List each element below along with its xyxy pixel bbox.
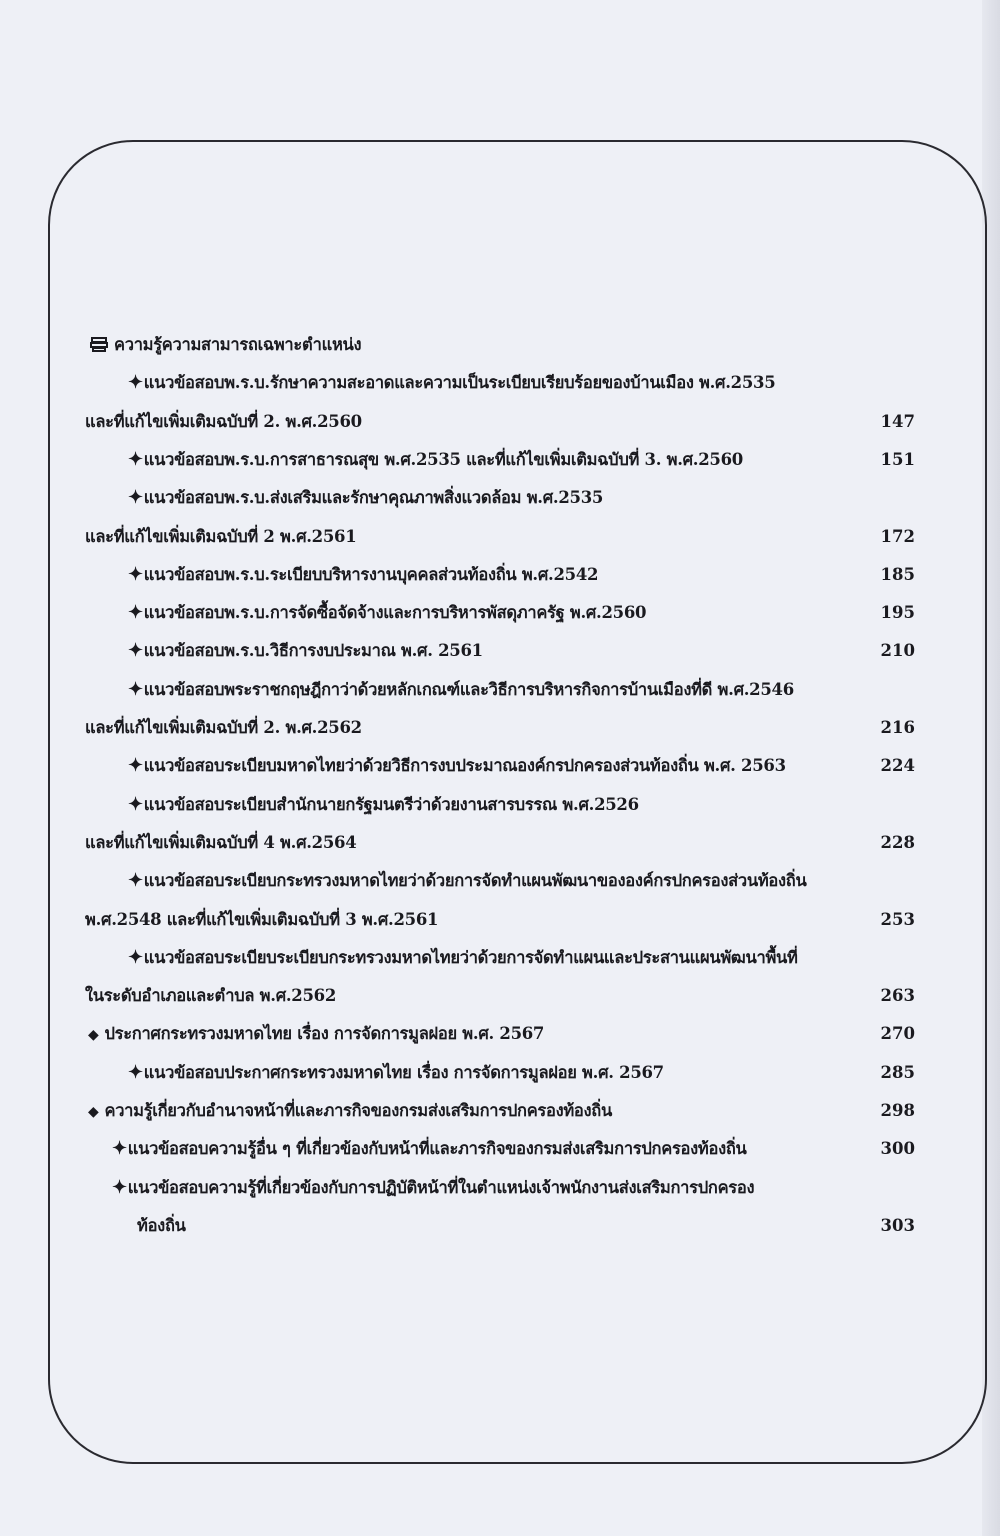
toc-entry-title: แนวข้อสอบระเบียบมหาดไทยว่าด้วยวิธีการงบประมาณองค์กรปกครองส่วนท้องถิ่น พ.ศ. 2563 [143,756,786,776]
toc-entry-title: ความรู้เกี่ยวกับอำนาจหน้าที่และภารกิจของกรมส่งเสริมการปกครองท้องถิ่น [104,1101,612,1120]
toc-entry-title: และที่แก้ไขเพิ่มเติมฉบับที่ 2 พ.ศ.2561 [85,526,357,546]
toc-entry-title: แนวข้อสอบระเบียบสำนักนายกรัฐมนตรีว่าด้วยงานสารบรรณ พ.ศ.2526 [143,794,639,814]
four-point-star-icon: ✦ [128,640,143,662]
toc-entry-title: แนวข้อสอบพ.ร.บ.การจัดซื้อจัดจ้างและการบริหารพัสดุภาครัฐ พ.ศ.2560 [143,603,647,623]
toc-page-number: 253 [880,909,915,929]
toc-entry-title: แนวข้อสอบพ.ร.บ.ส่งเสริมและรักษาคุณภาพสิ่งแวดล้อม พ.ศ.2535 [143,488,604,508]
section-heading [90,326,361,364]
toc-entry-line [85,518,356,556]
toc-page-number: 270 [880,1024,915,1044]
toc-entry-line [128,786,639,824]
toc-entry-line [112,1169,754,1207]
toc-entry-line [137,1207,186,1245]
toc-page-number: 172 [880,526,915,546]
toc-entry-title: และที่แก้ไขเพิ่มเติมฉบับที่ 2. พ.ศ.2560 [85,411,362,431]
toc-page-number: 298 [880,1101,915,1120]
toc-entry-line [85,824,356,862]
toc-page-number: 147 [880,411,915,431]
toc-entry-title: แนวข้อสอบระเบียบระเบียบกระทรวงมหาดไทยว่าด้วยการจัดทำแผนและประสานแผนพัฒนาพื้นที่ [143,947,798,967]
four-point-star-icon: ✦ [128,870,143,892]
toc-page-number: 216 [880,718,915,737]
toc-entry-title: แนวข้อสอบประกาศกระทรวงมหาดไทย เรื่อง การจัดการมูลฝอย พ.ศ. 2567 [143,1062,664,1082]
four-point-star-icon: ✦ [112,1176,127,1198]
toc-page-number: 263 [880,986,915,1006]
toc-page-number: 224 [880,756,915,776]
four-point-star-icon: ✦ [128,678,143,700]
toc-entry-line [85,977,336,1015]
toc-entry-line [112,1130,747,1168]
toc-entry-line [85,403,362,441]
toc-entry-line [128,939,798,977]
toc-entry-line [128,862,806,900]
toc-entry-line [128,594,646,632]
diamond-bullet-icon: ◆ [88,1027,99,1044]
books-icon [90,336,108,352]
toc-entry-title: แนวข้อสอบพ.ร.บ.รักษาความสะอาดและความเป็นระเบียบเรียบร้อยของบ้านเมือง พ.ศ.2535 [143,373,776,393]
toc-entry-title: ประกาศกระทรวงมหาดไทย เรื่อง การจัดการมูลฝอย พ.ศ. 2567 [104,1024,545,1044]
four-point-star-icon: ✦ [128,755,143,777]
toc-page-number: 285 [880,1062,915,1082]
toc-page-number: 228 [880,832,915,852]
toc-entry-title: แนวข้อสอบพ.ร.บ.ระเบียบบริหารงานบุคคลส่วนท้องถิ่น พ.ศ.2542 [143,564,599,584]
toc-entry-line [128,632,483,670]
toc-entry-title: แนวข้อสอบความรู้ที่เกี่ยวข้องกับการปฏิบัติหน้าที่ในตำแหน่งเจ้าพนักงานส่งเสริมการปกครอง [127,1177,755,1197]
toc-entry-title: และที่แก้ไขเพิ่มเติมฉบับที่ 2. พ.ศ.2562 [85,718,362,737]
four-point-star-icon: ✦ [112,1138,127,1160]
four-point-star-icon: ✦ [128,602,143,624]
toc-entry-title: พ.ศ.2548 และที่แก้ไขเพิ่มเติมฉบับที่ 3 พ.ศ.2561 [85,909,439,929]
toc-entry-title: และที่แก้ไขเพิ่มเติมฉบับที่ 4 พ.ศ.2564 [85,832,357,852]
toc-entry-line [128,364,775,402]
toc-entry-title: แนวข้อสอบความรู้อื่น ๆ ที่เกี่ยวข้องกับหน้าที่และภารกิจของกรมส่งเสริมการปกครองท้องถิ่น [127,1139,747,1159]
toc-entry-line [88,1092,612,1130]
four-point-star-icon: ✦ [128,1061,143,1083]
toc-entry-line [128,479,603,517]
toc-entry-line [85,709,362,747]
toc-entry-title: ท้องถิ่น [137,1215,186,1235]
four-point-star-icon: ✦ [128,372,143,394]
toc-entry-line [128,441,743,479]
toc-page-number: 151 [880,449,915,469]
toc-page-number: 195 [880,603,915,623]
four-point-star-icon: ✦ [128,793,143,815]
heading-text: ความรู้ความสามารถเฉพาะตำแหน่ง [114,335,362,354]
toc-page-number: 300 [880,1139,915,1159]
toc-page-number: 303 [880,1215,915,1235]
toc-entry-line [128,747,786,785]
toc-page-number: 210 [880,641,915,661]
toc-entry-title: แนวข้อสอบพ.ร.บ.การสาธารณสุข พ.ศ.2535 และที่แก้ไขเพิ่มเติมฉบับที่ 3. พ.ศ.2560 [143,449,743,469]
toc-entry-line [88,1015,544,1053]
four-point-star-icon: ✦ [128,563,143,585]
toc-entry-line [128,556,598,594]
four-point-star-icon: ✦ [128,448,143,470]
toc-page-number: 185 [880,564,915,584]
toc-entry-title: แนวข้อสอบพ.ร.บ.วิธีการงบประมาณ พ.ศ. 2561 [143,641,483,661]
toc-entry-line [85,901,438,939]
four-point-star-icon: ✦ [128,487,143,509]
toc-entry-line [128,1054,664,1092]
toc-entry-title: แนวข้อสอบระเบียบกระทรวงมหาดไทยว่าด้วยการจัดทำแผนพัฒนาขององค์กรปกครองส่วนท้องถิ่น [143,871,807,891]
diamond-bullet-icon: ◆ [88,1104,99,1120]
toc-entry-title: ในระดับอำเภอและตำบล พ.ศ.2562 [85,986,337,1006]
toc-entry-title: แนวข้อสอบพระราชกฤษฎีกาว่าด้วยหลักเกณฑ์และวิธีการบริหารกิจการบ้านเมืองที่ดี พ.ศ.2546 [143,679,794,699]
toc-entry-line [128,671,794,709]
four-point-star-icon: ✦ [128,946,143,968]
